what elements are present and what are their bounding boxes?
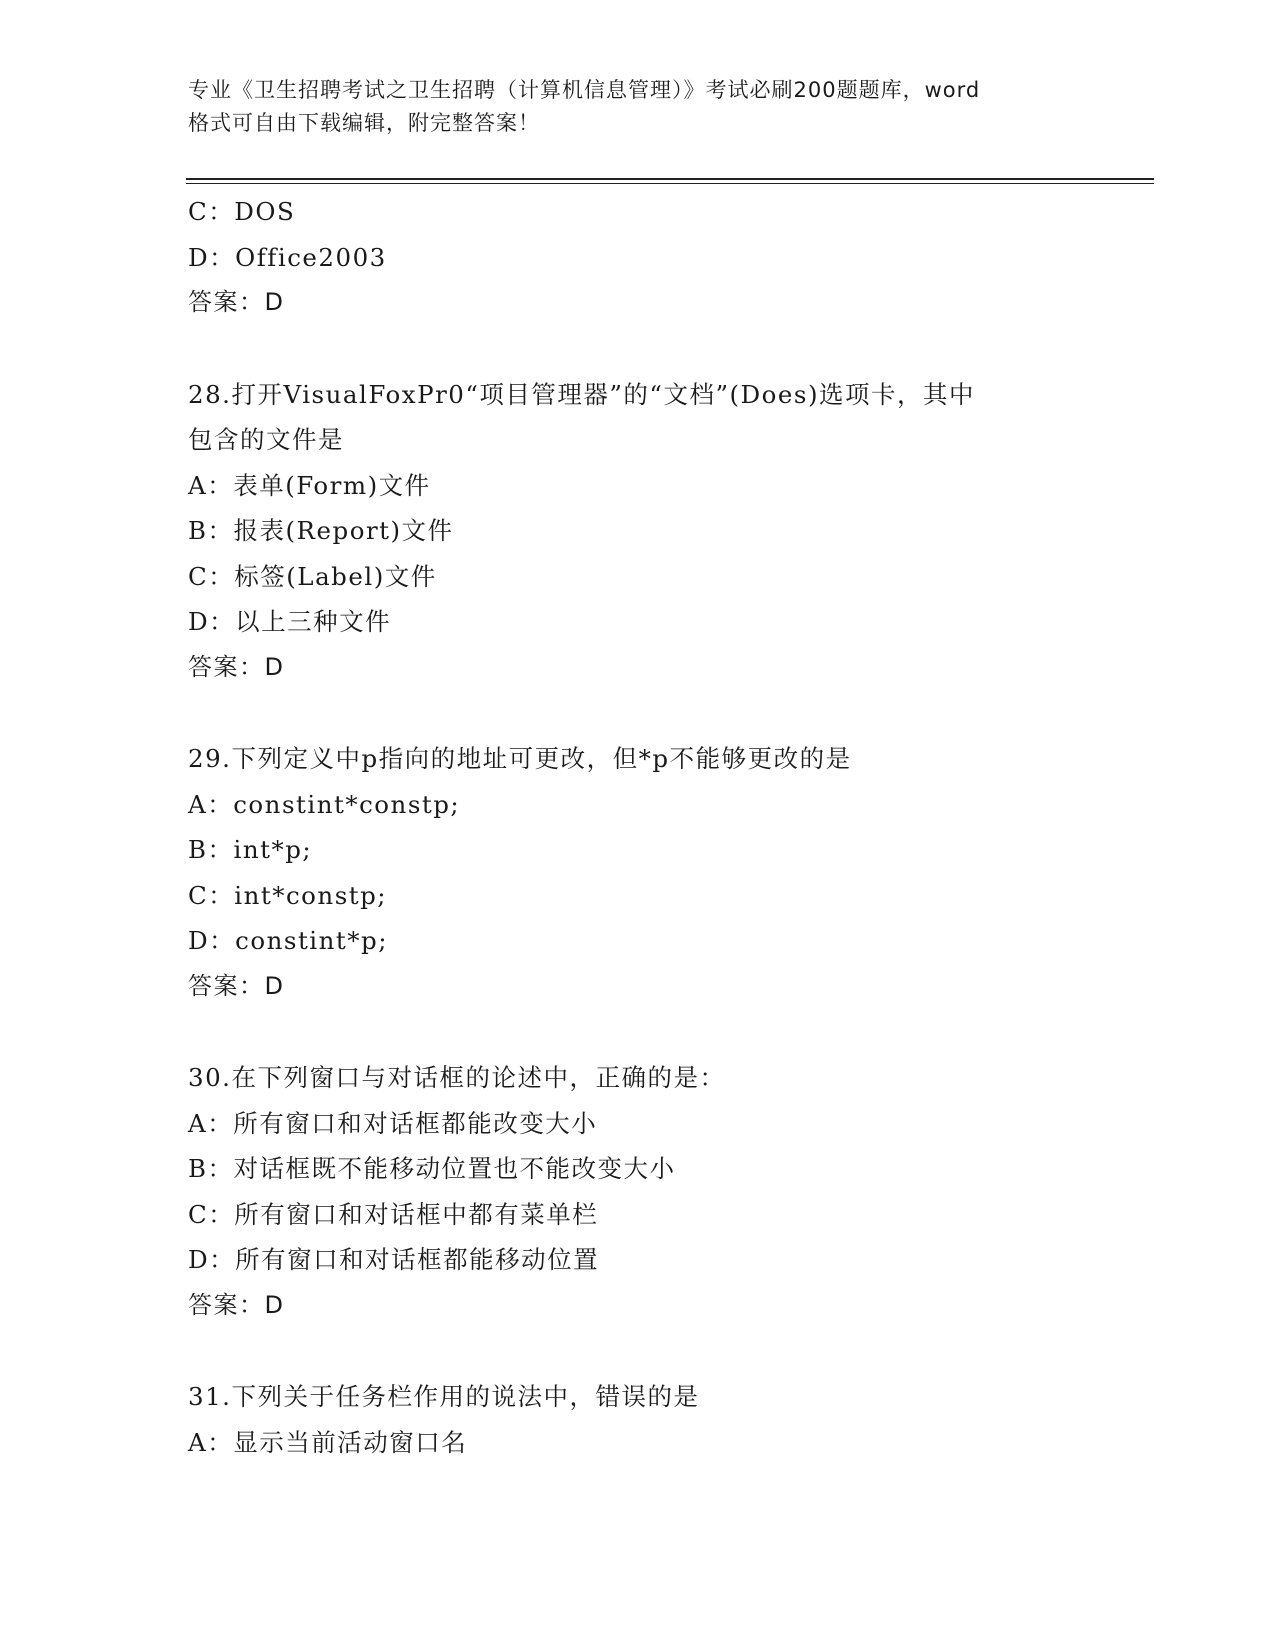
question-stem: 31.下列关于任务栏作用的说法中，错误的是 <box>188 1382 700 1411</box>
question-stem-continued: 包含的文件是 <box>188 425 344 454</box>
option-a: A：表单(Form)文件 <box>188 470 431 500</box>
header-divider-thick <box>186 178 1154 180</box>
option-d: D：constint*p; <box>188 926 388 955</box>
option-d: D：以上三种文件 <box>188 607 392 636</box>
document-header <box>188 74 1088 140</box>
option-a: A：constint*constp; <box>188 789 461 819</box>
question-stem: 28.打开VisualFoxPr0“项目管理器”的“文档”(Does)选项卡，其中 <box>188 379 976 409</box>
header-line-2: 格式可自由下载编辑，附完整答案！ <box>188 111 540 135</box>
header-line-1: 专业《卫生招聘考试之卫生招聘（计算机信息管理）》考试必刷200题题库，word <box>188 78 981 102</box>
option-c: C：标签(Label)文件 <box>188 561 437 591</box>
option-c: C：DOS <box>188 197 296 226</box>
option-b: B：对话框既不能移动位置也不能改变大小 <box>188 1154 676 1183</box>
option-c: C：int*constp; <box>188 880 388 910</box>
answer-line: 答案：D <box>188 971 285 1000</box>
answer-line: 答案：D <box>188 288 285 316</box>
question-block-28 <box>188 372 1128 691</box>
option-a: A：显示当前活动窗口名 <box>188 1427 468 1457</box>
option-a: A：所有窗口和对话框都能改变大小 <box>188 1108 598 1138</box>
option-b: B：int*p; <box>188 835 313 864</box>
option-c: C：所有窗口和对话框中都有菜单栏 <box>188 1199 599 1229</box>
option-b: B：报表(Report)文件 <box>188 516 454 545</box>
header-divider-thin <box>186 183 1154 184</box>
question-block-31 <box>188 1374 1128 1465</box>
answer-line: 答案：D <box>188 1290 285 1319</box>
question-block-30 <box>188 1055 1128 1328</box>
question-stem: 30.在下列窗口与对话框的论述中，正确的是： <box>188 1063 726 1092</box>
question-block-29 <box>188 736 1128 1009</box>
question-list <box>188 189 1128 1465</box>
option-d: D：Office2003 <box>188 242 387 272</box>
answer-line: 答案：D <box>188 652 285 681</box>
question-stem: 29.下列定义中p指向的地址可更改，但*p不能够更改的是 <box>188 744 852 773</box>
question-block-27 <box>188 189 1128 326</box>
option-d: D：所有窗口和对话框都能移动位置 <box>188 1245 600 1274</box>
